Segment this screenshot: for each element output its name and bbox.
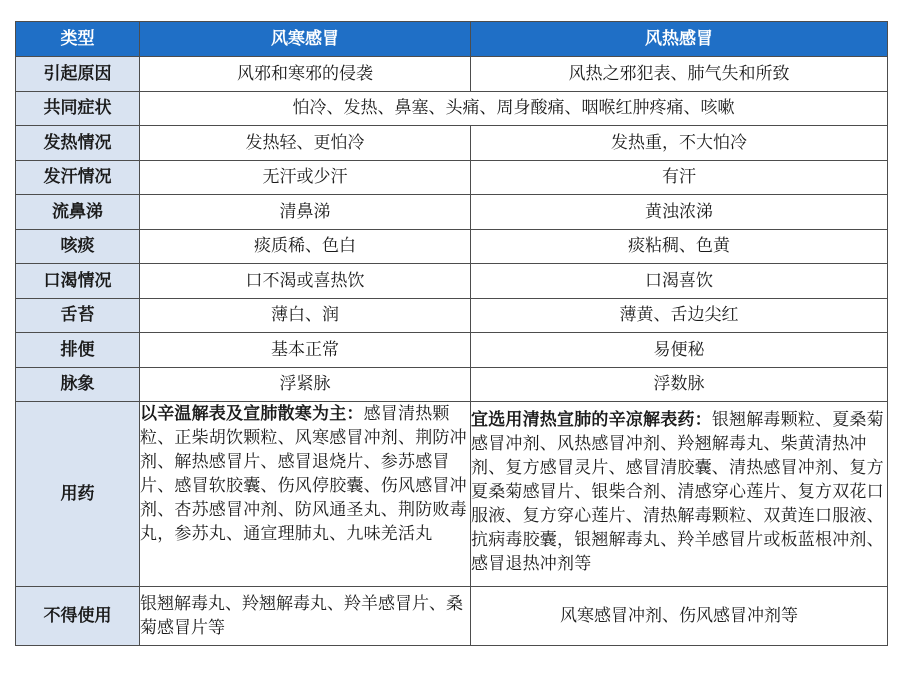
medication-label: 用药 [16, 402, 140, 587]
heat-cell: 痰粘稠、色黄 [471, 229, 888, 264]
row-label: 发汗情况 [16, 160, 140, 195]
heat-cell: 浮数脉 [471, 367, 888, 402]
table-row [16, 333, 888, 368]
cold-medication-cell [140, 402, 471, 587]
cold-vs-heat-comparison-table [15, 21, 888, 646]
row-label: 脉象 [16, 367, 140, 402]
row-label: 口渴情况 [16, 264, 140, 299]
heat-medication-cell [471, 402, 888, 587]
heat-cell: 薄黄、舌边尖红 [471, 298, 888, 333]
row-label: 流鼻涕 [16, 195, 140, 230]
table-row [16, 160, 888, 195]
row-label: 引起原因 [16, 57, 140, 92]
banned-row [16, 587, 888, 646]
cold-cell: 发热轻、更怕冷 [140, 126, 471, 161]
table-row [16, 229, 888, 264]
cold-cell: 无汗或少汗 [140, 160, 471, 195]
header-wind-cold: 风寒感冒 [140, 22, 471, 57]
cold-medication-principle: 以辛温解表及宣肺散寒为主： [140, 404, 364, 424]
heat-cell: 发热重，不大怕冷 [471, 126, 888, 161]
heat-cell: 有汗 [471, 160, 888, 195]
table-row [16, 57, 888, 92]
heat-medication-principle: 宜选用清热宣肺的辛凉解表药： [471, 410, 712, 430]
header-wind-heat: 风热感冒 [471, 22, 888, 57]
row-label: 咳痰 [16, 229, 140, 264]
cold-cell: 清鼻涕 [140, 195, 471, 230]
cold-cell: 口不渴或喜热饮 [140, 264, 471, 299]
row-label: 共同症状 [16, 91, 140, 126]
table-row [16, 367, 888, 402]
cold-banned-cell: 银翘解毒丸、羚翘解毒丸、羚羊感冒片、桑菊感冒片等 [140, 587, 471, 646]
row-label: 发热情况 [16, 126, 140, 161]
cold-cell: 痰质稀、色白 [140, 229, 471, 264]
table-row [16, 91, 888, 126]
table-row [16, 126, 888, 161]
table-row [16, 264, 888, 299]
heat-medication-list: 银翘解毒颗粒、夏桑菊感冒冲剂、风热感冒冲剂、羚翘解毒丸、柴黄清热冲剂、复方感冒灵片、感冒清胶囊、清热感冒冲剂、复方夏桑菊感冒片、银柴合剂、清感穿心莲片、复方双花口服液、复方穿心莲片、清热解毒颗粒、双黄连口服液、抗病毒胶囊，银翘解毒丸、羚羊感冒片或板蓝根冲剂、感冒退热冲剂等 [471, 410, 884, 574]
table-row [16, 298, 888, 333]
heat-cell: 易便秘 [471, 333, 888, 368]
cold-medication-list: 感冒清热颗粒、正柴胡饮颗粒、风寒感冒冲剂、荆防冲剂、解热感冒片、感冒退烧片、参苏感冒片、感冒软胶囊、伤风停胶囊、伤风感冒冲剂、杏苏感冒冲剂、防风通圣丸、荆防败毒丸，参苏丸、通宣理肺丸、九味羌活丸 [140, 404, 467, 544]
row-label: 排便 [16, 333, 140, 368]
heat-banned-cell: 风寒感冒冲剂、伤风感冒冲剂等 [471, 587, 888, 646]
cold-cell: 风邪和寒邪的侵袭 [140, 57, 471, 92]
cold-cell: 薄白、润 [140, 298, 471, 333]
table-header-row [16, 22, 888, 57]
heat-cell: 口渴喜饮 [471, 264, 888, 299]
cold-cell: 基本正常 [140, 333, 471, 368]
banned-label: 不得使用 [16, 587, 140, 646]
heat-cell: 黄浊浓涕 [471, 195, 888, 230]
shared-symptoms-cell: 怕冷、发热、鼻塞、头痛、周身酸痛、咽喉红肿疼痛、咳嗽 [140, 91, 888, 126]
row-label: 舌苔 [16, 298, 140, 333]
medication-row [16, 402, 888, 587]
header-type: 类型 [16, 22, 140, 57]
cold-cell: 浮紧脉 [140, 367, 471, 402]
table-row [16, 195, 888, 230]
heat-cell: 风热之邪犯表、肺气失和所致 [471, 57, 888, 92]
